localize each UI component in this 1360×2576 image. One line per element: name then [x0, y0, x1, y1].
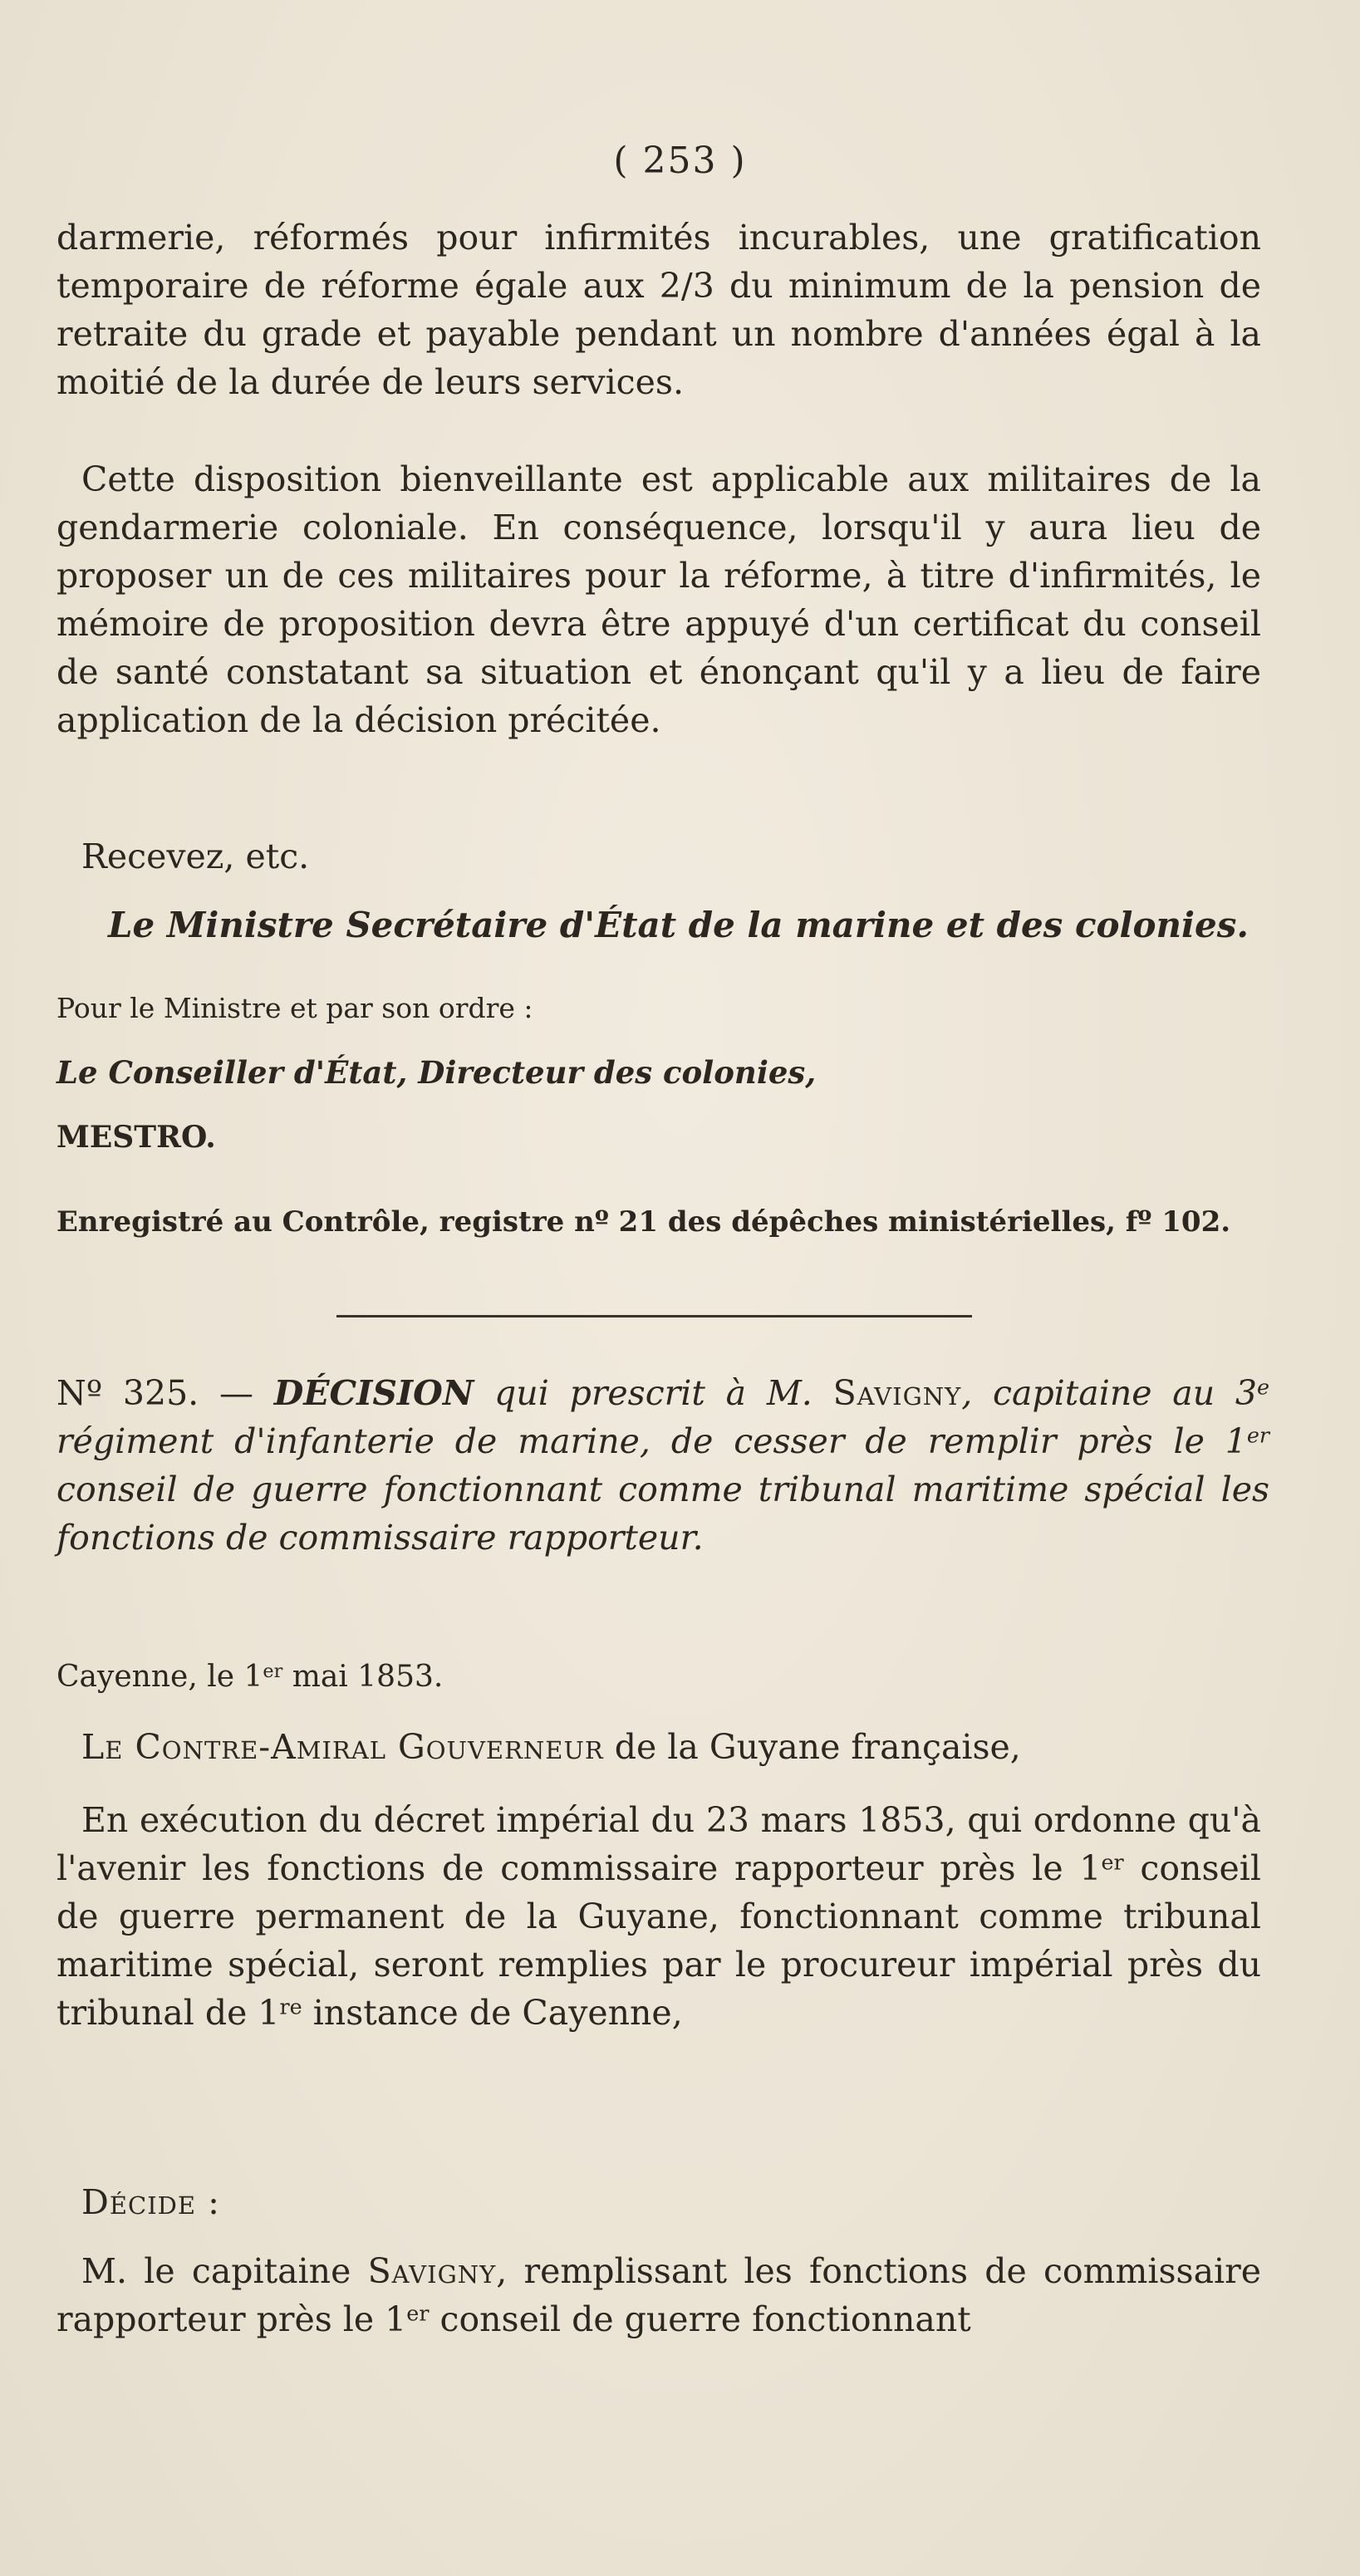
execution-c: instance de Cayenne,	[302, 1993, 683, 2033]
execution-sup2: re	[279, 1994, 302, 2019]
decision-number: Nº 325.	[56, 1373, 199, 1413]
decision-sup-e: e	[1256, 1374, 1269, 1400]
governor-line-a: Le	[81, 1727, 135, 1767]
dateline-sup: er	[263, 1660, 283, 1682]
closing-salutation: Recevez, etc.	[81, 837, 310, 876]
paragraph-gendarmerie-coloniale: Cette disposition bienveillante est applicable aux militaires de la gendarmerie coloniale. En conséquence, lorsqu'il y aura lieu de proposer un de ces militaires pour la réforme, à titre d'infirmités, le mémoire de proposition devra être appuyé d'un certificat du conseil de santé constatant sa situation et énonçant qu'il y a lieu de faire application de la décision précitée.	[56, 459, 1261, 740]
dateline-b: mai 1853.	[282, 1660, 444, 1694]
dateline	[56, 1653, 1249, 1701]
decision-title-b: qui prescrit à M.	[474, 1373, 833, 1413]
decision-title-c: , capitaine au 3	[961, 1373, 1257, 1413]
decision-body-d: conseil de guerre fonctionnant	[429, 2299, 971, 2339]
minister-signature-line: Le Ministre Secrétaire d'État de la marine et des colonies.	[108, 905, 1249, 945]
decision-sup-er: er	[1246, 1422, 1269, 1448]
execution-a: En exécution du décret impérial du 23 mars 1853, qui ordonne qu'à l'avenir les fonctions de commissaire rapporteur près le 1	[56, 1800, 1261, 1888]
paragraph-gratification: darmerie, réformés pour infirmités incurables, une gratification temporaire de réforme égale aux 2/3 du minimum de la pension de retraite du grade et payable pendant un nombre d'années égal à la moitié de la durée de leurs services.	[56, 218, 1261, 402]
execution-sup1: er	[1101, 1849, 1124, 1875]
decide-heading: Décide :	[81, 2182, 220, 2222]
decision-body-sup: er	[406, 2300, 430, 2326]
decision-title-a: DÉCISION	[273, 1373, 474, 1413]
decision-person-name: Savigny	[832, 1373, 962, 1413]
decision-heading	[56, 1369, 1269, 1562]
decision-body-c: , remplissant les fonctions de commissaire rapporteur près le 1	[56, 2251, 1261, 2339]
governor-title: Contre-Amiral Gouverneur	[135, 1727, 604, 1767]
section-divider	[336, 1315, 972, 1317]
decision-body-name: Savigny	[367, 2251, 497, 2291]
decision-title-d: régiment d'infanterie de marine, de cesser de remplir près le 1	[56, 1421, 1247, 1461]
page-number: ( 253 )	[613, 140, 747, 182]
governor-line	[56, 1723, 1261, 1771]
decision-body	[56, 2247, 1261, 2343]
governor-line-c: de la Guyane française,	[603, 1727, 1021, 1767]
counsellor-title: Le Conseiller d'État, Directeur des colonies,	[56, 1054, 817, 1091]
decision-dash: —	[199, 1373, 274, 1413]
execution-paragraph	[56, 1796, 1261, 2037]
by-order-line: Pour le Ministre et par son ordre :	[56, 992, 533, 1024]
decision-body-a: M. le capitaine	[81, 2251, 368, 2291]
dateline-a: Cayenne, le 1	[56, 1660, 263, 1694]
decision-title-e: conseil de guerre fonctionnant comme tribunal maritime spécial les fonctions de commissaire rapporteur.	[56, 1470, 1269, 1558]
execution-b: conseil de guerre permanent de la Guyane, fonctionnant comme tribunal maritime spécial, seront remplies par le procureur impérial près du tribunal de 1	[56, 1848, 1261, 2033]
signatory-name: MESTRO.	[56, 1120, 216, 1155]
registration-note: Enregistré au Contrôle, registre nº 21 des dépêches ministérielles, fº 102.	[56, 1205, 1231, 1239]
